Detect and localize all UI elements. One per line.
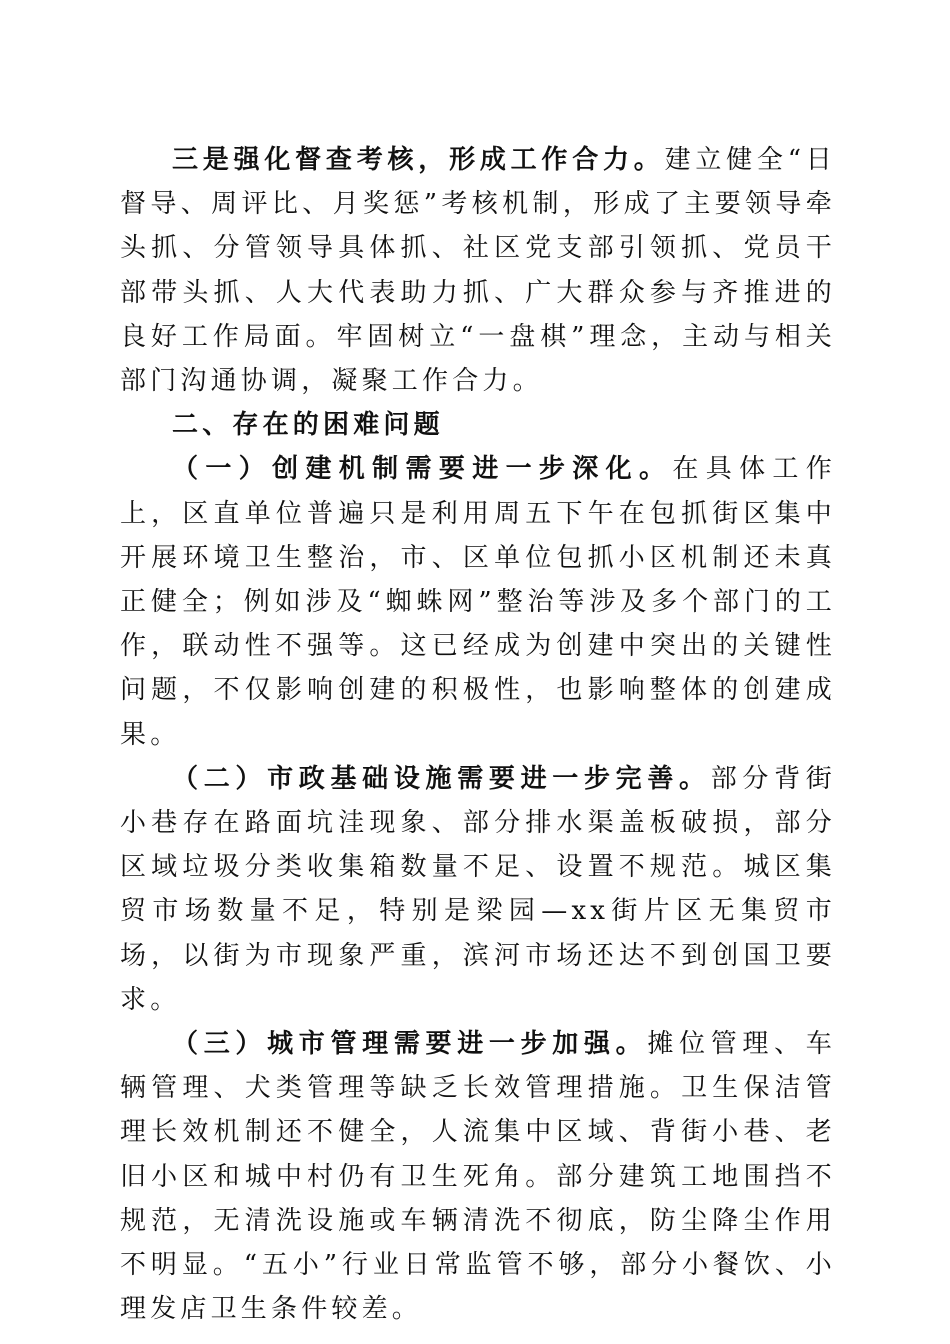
paragraph-supervision — [120, 138, 836, 403]
paragraph-lead: （二）市政基础设施需要进一步完善。 — [172, 763, 711, 794]
paragraph-mechanism — [120, 447, 836, 756]
paragraph-body: 建立健全“日督导、周评比、月奖惩”考核机制，形成了主要领导牵头抓、分管领导具体抓、社区党支部引领抓、党员干部带头抓、人大代表助力抓、广大群众参与齐推进的良好工作局面。牢固树立“一盘棋”理念，主动与相关部门沟通协调，凝聚工作合力。 — [120, 145, 836, 397]
paragraph-body: 部分背街小巷存在路面坑洼现象、部分排水渠盖板破损，部分区域垃圾分类收集箱数量不足、设置不规范。城区集贸市场数量不足，特别是梁园—xx街片区无集贸市场，以街为市现象严重，滨河市场还达不到创国卫要求。 — [120, 763, 836, 1015]
paragraph-body: 在具体工作上，区直单位普遍只是利用周五下午在包抓街区集中开展环境卫生整治，市、区单位包抓小区机制还未真正健全；例如涉及“蜘蛛网”整治等涉及多个部门的工作，联动性不强等。这已经成为创建中突出的关键性问题，不仅影响创建的积极性，也影响整体的创建成果。 — [120, 454, 836, 750]
paragraph-body: 摊位管理、车辆管理、犬类管理等缺乏长效管理措施。卫生保洁管理长效机制还不健全，人流集中区域、背街小巷、老旧小区和城中村仍有卫生死角。部分建筑工地围挡不规范，无清洗设施或车辆清洗不彻底，防尘降尘作用不明显。“五小”行业日常监管不够，部分小餐饮、小理发店卫生条件较差。 — [120, 1029, 836, 1325]
paragraph-lead: （三）城市管理需要进一步加强。 — [172, 1029, 648, 1060]
paragraph-city-management — [120, 1022, 836, 1331]
paragraph-lead: 三是强化督查考核，形成工作合力。 — [172, 145, 665, 175]
section-heading: 二、存在的困难问题 — [172, 410, 444, 441]
document-page — [120, 138, 836, 1331]
paragraph-infrastructure — [120, 757, 836, 1022]
paragraph-lead: （一）创建机制需要进一步深化。 — [172, 454, 673, 485]
